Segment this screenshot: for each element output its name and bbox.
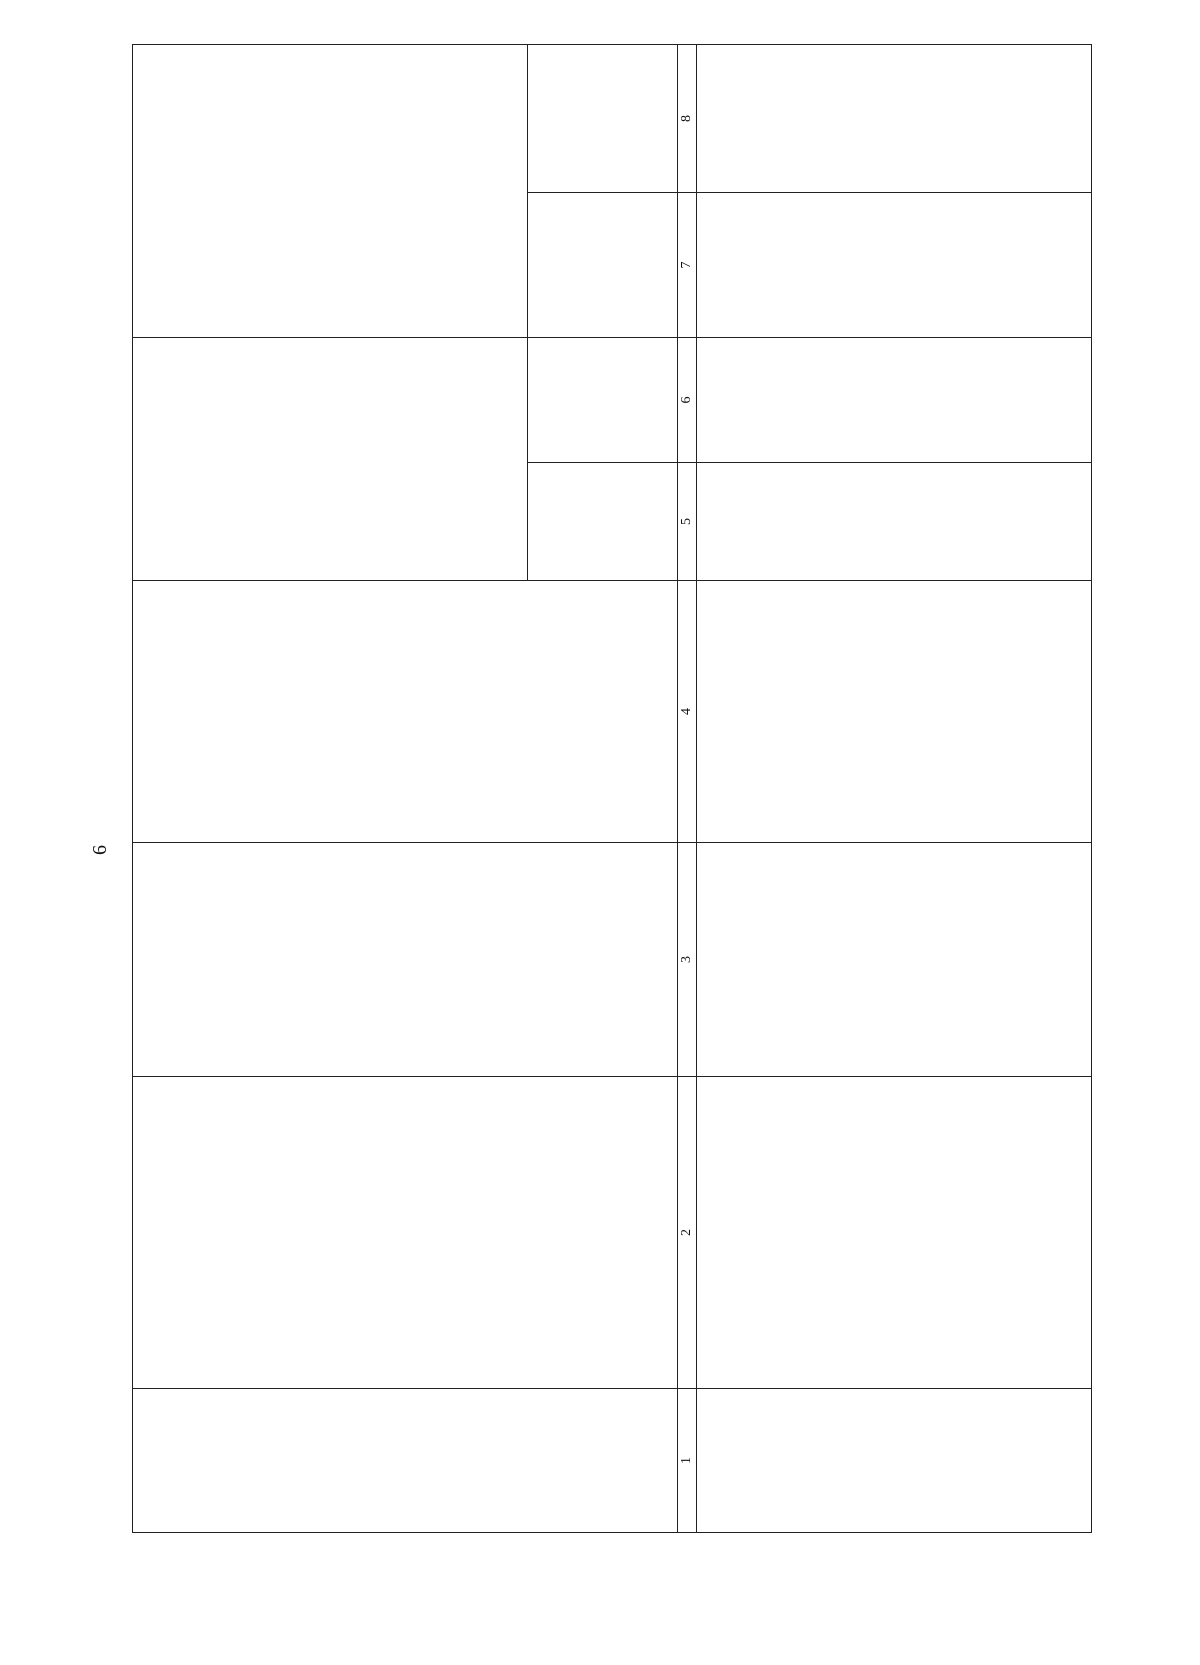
column-number: 8 (678, 45, 697, 193)
cell-amount (697, 45, 1092, 193)
header-cell-end (528, 338, 678, 463)
column-number: 6 (678, 338, 697, 463)
column-number: 3 (678, 843, 697, 1077)
header-cell-result (133, 581, 678, 843)
header-cell-start (528, 463, 678, 581)
header-cell-executor (133, 843, 678, 1077)
cell-end (697, 338, 1092, 463)
rotated-table-wrapper (132, 45, 1092, 1533)
cell-name (697, 1077, 1092, 1389)
cell-result (697, 581, 1092, 843)
table-row (697, 45, 1092, 1533)
page-number: 6 (88, 845, 111, 855)
header-cell-amount (528, 45, 678, 193)
header-row-1 (133, 45, 528, 1533)
column-number: 5 (678, 463, 697, 581)
cell-source (697, 193, 1092, 338)
cell-number (697, 1389, 1092, 1533)
column-number: 7 (678, 193, 697, 338)
header-cell-source (528, 193, 678, 338)
cell-executor (697, 843, 1092, 1077)
header-cell-name (133, 1077, 678, 1389)
header-cell-financing (133, 45, 528, 338)
cell-start (697, 463, 1092, 581)
header-cell-period (133, 338, 528, 581)
column-number: 1 (678, 1389, 697, 1533)
column-number: 2 (678, 1077, 697, 1389)
measures-table (132, 44, 1092, 1533)
header-cell-number (133, 1389, 678, 1533)
column-number: 4 (678, 581, 697, 843)
column-number-row (678, 45, 697, 1533)
